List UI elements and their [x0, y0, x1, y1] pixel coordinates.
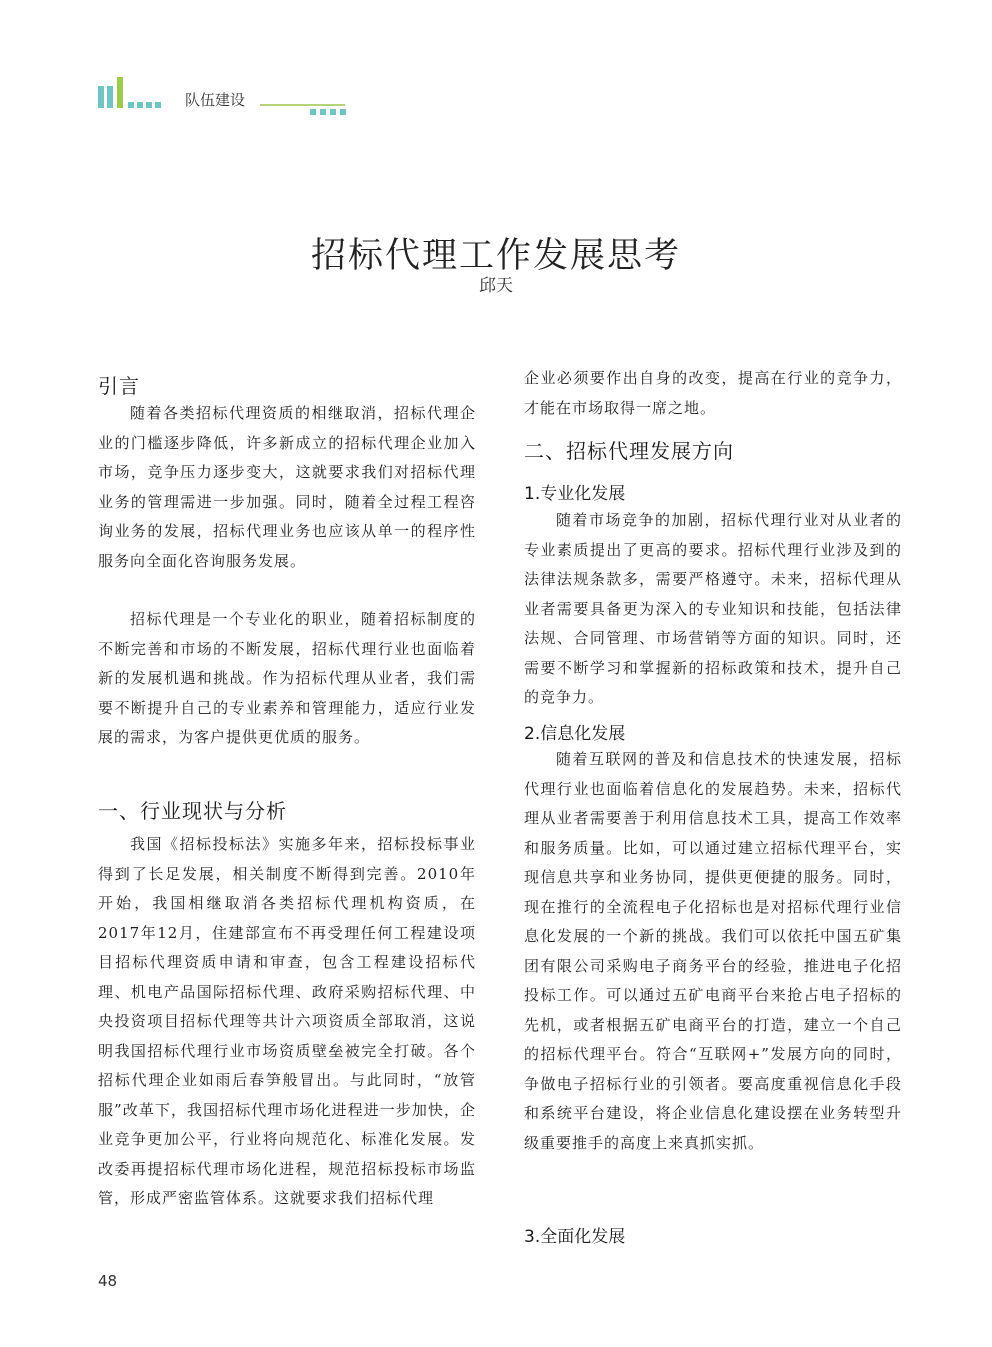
continued-paragraph: 企业必须要作出自身的改变，提高在行业的竞争力，才能在市场取得一席之地。 — [524, 369, 902, 417]
header-dot — [137, 102, 143, 108]
header-bar — [98, 86, 104, 108]
subsection2-heading: 2.信息化发展 — [524, 724, 626, 744]
section2-heading: 二、招标代理发展方向 — [524, 439, 734, 463]
subsection1-heading: 1.专业化发展 — [524, 484, 626, 504]
section1-heading: 一、行业现状与分析 — [98, 799, 287, 823]
subsection1-paragraph: 随着市场竞争的加剧，招标代理行业对从业者的专业素质提出了更高的要求。招标代理行业涉及到的法律法规条款多，需要严格遵守。未来，招标代理从业者需要具备更为深入的专业知识和技能，包括法律法规、合同管理、市场营销等方面的知识。同时，还需要不断学习和掌握新的招标政策和技术，提升自己的竞争力。 — [524, 511, 902, 706]
header-dot — [128, 102, 134, 108]
section-label: 队伍建设 — [185, 91, 246, 109]
article-title: 招标代理工作发展思考 — [310, 236, 681, 276]
header-dot — [310, 109, 316, 115]
header-rule — [260, 104, 345, 106]
header-dot — [155, 102, 161, 108]
intro-paragraph-1: 随着各类招标代理资质的相继取消，招标代理企业的门槛逐步降低，许多新成立的招标代理企业加入市场，竞争压力逐步变大，这就要求我们对招标代理业务的管理需进一步加强。同时，随着全过程工程咨询业务的发展，招标代理业务也应该从单一的程序性服务向全面化咨询服务发展。 — [98, 404, 476, 570]
header-bar — [117, 77, 123, 108]
header-dot — [146, 102, 152, 108]
header-dot — [340, 109, 346, 115]
header-dot — [320, 109, 326, 115]
section1-paragraph: 我国《招标投标法》实施多年来，招标投标事业得到了长足发展，相关制度不断得到完善。2010年开始，我国相继取消各类招标代理机构资质，在2017年12月，住建部宣布不再受理任何工程建设项目招标代理资质申请和审查，包含工程建设招标代理、机电产品国际招标代理、政府采购招标代理、中央投资项目招标代理等共计六项资质全部取消，这说明我国招标代理行业市场资质壁垒被完全打破。各个招标代理企业如雨后春笋般冒出。与此同时，“放管服”改革下，我国招标代理市场化进程进一步加快，企业竞争更加公平，行业将向规范化、标准化发展。发改委再提招标代理市场化进程，规范招标投标市场监管，形成严密监管体系。这就要求我们招标代理 — [98, 835, 476, 1207]
header-decoration — [0, 0, 992, 130]
subsection3-heading: 3.全面化发展 — [524, 1227, 626, 1247]
intro-heading: 引言 — [98, 374, 140, 398]
header-dot — [330, 109, 336, 115]
page-number: 48 — [98, 1272, 118, 1290]
header-bar — [107, 86, 113, 108]
intro-paragraph-2: 招标代理是一个专业化的职业，随着招标制度的不断完善和市场的不断发展，招标代理行业也面临着新的发展机遇和挑战。作为招标代理从业者，我们需要不断提升自己的专业素养和管理能力，适应行业发展的需求，为客户提供更优质的服务。 — [98, 610, 476, 746]
subsection2-paragraph: 随着互联网的普及和信息技术的快速发展，招标代理行业也面临着信息化的发展趋势。未来，招标代理从业者需要善于利用信息技术工具，提高工作效率和服务质量。比如，可以通过建立招标代理平台，实现信息共享和业务协同，提供更便捷的服务。同时，现在推行的全流程电子化招标也是对招标代理行业信息化发展的一个新的挑战。我们可以依托中国五矿集团有限公司采购电子商务平台的经验，推进电子化招投标工作。可以通过五矿电商平台来抢占电子招标的先机，或者根据五矿电商平台的打造，建立一个自己的招标代理平台。符合“互联网+”发展方向的同时，争做电子招标行业的引领者。要高度重视信息化手段和系统平台建设，将企业信息化建设摆在业务转型升级重要推手的高度上来真抓实抓。 — [524, 750, 902, 1152]
article-author: 邱天 — [479, 276, 513, 296]
